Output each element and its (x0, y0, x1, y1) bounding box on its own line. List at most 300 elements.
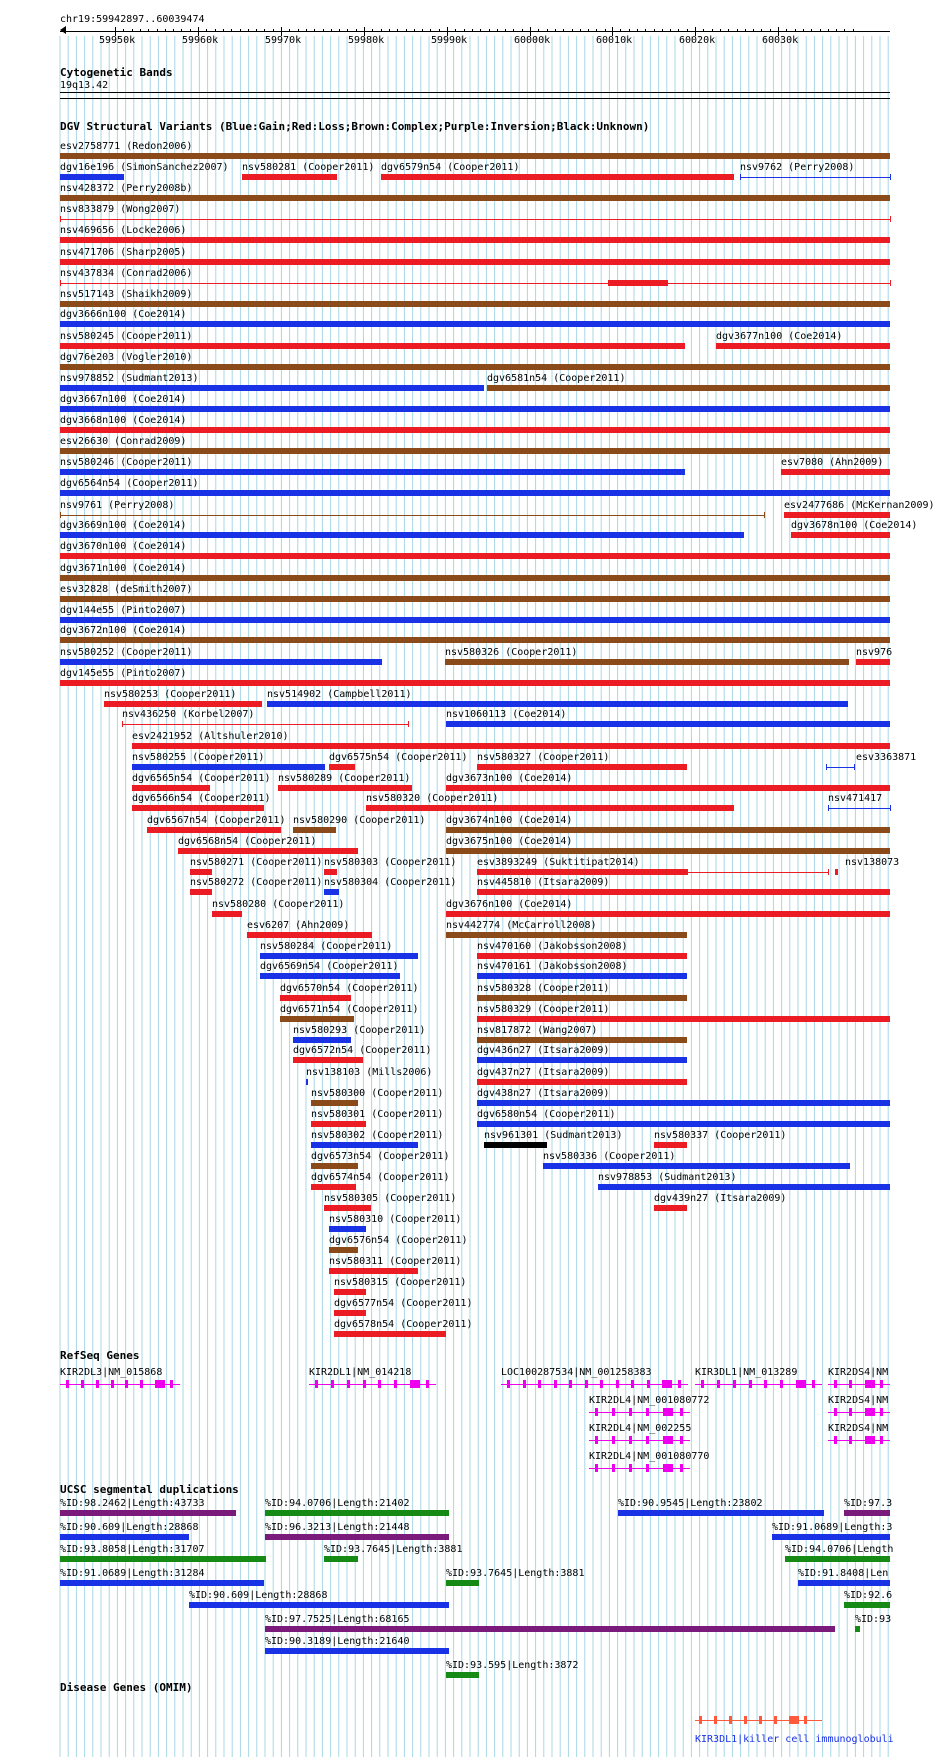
dgv-feature-bar[interactable] (293, 1037, 351, 1043)
dgv-feature-label[interactable]: dgv3671n100 (Coe2014) (60, 563, 187, 574)
ruler-minor-tick (645, 29, 646, 32)
dgv-feature-label[interactable]: nsv580272 (Cooper2011) (190, 877, 323, 888)
dgv-feature-bar[interactable] (446, 932, 687, 938)
dgv-feature-cap (828, 869, 829, 875)
dgv-feature-bar[interactable] (477, 889, 890, 895)
dgv-feature-bar[interactable] (104, 701, 262, 707)
dgv-feature-label[interactable]: esv3363871 (856, 752, 917, 763)
segdup-feature-bar[interactable] (446, 1580, 479, 1586)
dgv-feature-label[interactable]: dgv6581n54 (Cooper2011) (487, 373, 626, 384)
dgv-feature-bar[interactable] (280, 1016, 354, 1022)
dgv-feature-label[interactable]: nsv580326 (Cooper2011) (445, 647, 578, 658)
dgv-feature-bar[interactable] (477, 1057, 687, 1063)
ruler-minor-tick (430, 29, 431, 32)
dgv-feature-bar[interactable] (306, 1079, 308, 1085)
dgv-feature-bar[interactable] (60, 321, 890, 327)
dgv-feature-label[interactable]: dgv144e55 (Pinto2007) (60, 605, 187, 616)
refseq-gene-intron[interactable] (589, 1440, 690, 1441)
dgv-feature-label[interactable]: dgv3670n100 (Coe2014) (60, 541, 187, 552)
dgv-feature-label[interactable]: dgv76e203 (Vogler2010) (60, 352, 193, 363)
dgv-feature-bar[interactable] (60, 617, 890, 623)
segdup-feature-bar[interactable] (60, 1580, 264, 1586)
dgv-feature-bar[interactable] (324, 869, 337, 875)
dgv-feature-label[interactable]: nsv442774 (McCarroll2008) (446, 920, 597, 931)
dgv-feature-label[interactable]: nsv436250 (Korbel2007) (122, 709, 255, 720)
dgv-feature-bar[interactable] (280, 995, 351, 1001)
dgv-feature-label[interactable]: nsv580310 (Cooper2011) (329, 1214, 462, 1225)
dgv-feature-bar[interactable] (60, 195, 890, 201)
dgv-feature-label[interactable]: nsv428372 (Perry2008b) (60, 183, 193, 194)
segdup-feature-bar[interactable] (265, 1626, 835, 1632)
dgv-feature-bar[interactable] (716, 343, 890, 349)
dgv-feature-bar[interactable] (329, 1268, 418, 1274)
dgv-feature-bar[interactable] (826, 767, 854, 768)
dgv-feature-label[interactable]: nsv471706 (Sharp2005) (60, 247, 187, 258)
dgv-feature-bar[interactable] (477, 1121, 890, 1127)
dgv-feature-label[interactable]: nsv517143 (Shaikh2009) (60, 289, 193, 300)
refseq-gene-exon (631, 1380, 634, 1388)
segdup-feature-bar[interactable] (844, 1602, 890, 1608)
dgv-feature-bar[interactable] (60, 575, 890, 581)
dgv-feature-bar[interactable] (260, 953, 418, 959)
omim-track-title[interactable]: Disease Genes (OMIM) (60, 1681, 193, 1694)
dgv-feature-label[interactable]: nsv138073 (845, 857, 900, 868)
dgv-feature-cap (890, 805, 891, 811)
dgv-feature-label[interactable]: nsv580320 (Cooper2011) (366, 793, 499, 804)
dgv-feature-bar[interactable] (60, 364, 890, 370)
dgv-feature-bar[interactable] (835, 869, 838, 875)
dgv-feature-label[interactable]: nsv580252 (Cooper2011) (60, 647, 193, 658)
refseq-gene-exon (834, 1436, 837, 1444)
dgv-feature-bar[interactable] (60, 469, 685, 475)
segdup-feature-bar[interactable] (60, 1556, 266, 1562)
dgv-feature-label[interactable]: nsv580302 (Cooper2011) (311, 1130, 444, 1141)
dgv-feature-label[interactable]: dgv6579n54 (Cooper2011) (381, 162, 520, 173)
ruler-minor-tick (753, 29, 754, 32)
segdup-feature-bar[interactable] (324, 1556, 358, 1562)
dgv-feature-bar[interactable] (60, 427, 890, 433)
dgv-feature-bar[interactable] (242, 174, 337, 180)
dgv-feature-label[interactable]: dgv3667n100 (Coe2014) (60, 394, 187, 405)
dgv-track-title[interactable]: DGV Structural Variants (Blue:Gain;Red:Loss;Brown:Complex;Purple:Inversion;Black:Unknown) (60, 120, 650, 133)
dgv-feature-label[interactable]: dgv16e196 (SimonSanchez2007) (60, 162, 229, 173)
dgv-feature-label[interactable]: dgv439n27 (Itsara2009) (654, 1193, 787, 1204)
dgv-feature-label[interactable]: nsv580281 (Cooper2011) (242, 162, 375, 173)
dgv-feature-bar[interactable] (446, 827, 890, 833)
segdup-feature-label[interactable]: %ID:91.8408|Len (798, 1568, 889, 1579)
dgv-feature-label[interactable]: dgv145e55 (Pinto2007) (60, 668, 187, 679)
refseq-gene-label[interactable]: KIR3DL1|NM_013289 (695, 1367, 798, 1378)
dgv-feature-label[interactable]: nsv961301 (Sudmant2013) (484, 1130, 623, 1141)
refseq-track-title[interactable]: RefSeq Genes (60, 1349, 140, 1362)
dgv-feature-cap (764, 512, 765, 518)
dgv-feature-bar[interactable] (654, 1142, 687, 1148)
dgv-feature-label[interactable]: dgv437n27 (Itsara2009) (477, 1067, 610, 1078)
segdup-feature-label[interactable]: %ID:91.0689|Length:31284 (60, 1568, 205, 1579)
dgv-feature-label[interactable]: nsv976 (856, 647, 893, 658)
dgv-feature-bar[interactable] (477, 1100, 890, 1106)
dgv-feature-label[interactable]: nsv580246 (Cooper2011) (60, 457, 193, 468)
dgv-feature-bar[interactable] (381, 174, 734, 180)
dgv-feature-label[interactable]: nsv580329 (Cooper2011) (477, 1004, 610, 1015)
refseq-gene-label[interactable]: KIR2DS4|NM (828, 1395, 889, 1406)
dgv-feature-label[interactable]: nsv978853 (Sudmant2013) (598, 1172, 737, 1183)
segdup-feature-label[interactable]: %ID:94.0706|Length (785, 1544, 894, 1555)
dgv-feature-bar[interactable] (60, 153, 890, 159)
dgv-feature-label[interactable]: esv2758771 (Redon2006) (60, 141, 193, 152)
dgv-feature-label[interactable]: nsv580336 (Cooper2011) (543, 1151, 676, 1162)
ruler-tick-label: 60010k (596, 35, 633, 46)
dgv-feature-bar[interactable] (487, 385, 890, 391)
dgv-feature-label[interactable]: dgv3674n100 (Coe2014) (446, 815, 573, 826)
dgv-feature-label[interactable]: nsv580315 (Cooper2011) (334, 1277, 467, 1288)
dgv-feature-bar[interactable] (60, 490, 890, 496)
segdup-feature-label[interactable]: %ID:90.609|Length:28868 (60, 1522, 199, 1533)
dgv-feature-bar[interactable] (212, 911, 242, 917)
refseq-gene-intron[interactable] (589, 1468, 690, 1469)
dgv-feature-bar[interactable] (178, 848, 358, 854)
dgv-feature-bar[interactable] (484, 1142, 547, 1148)
dgv-feature-label[interactable]: esv26630 (Conrad2009) (60, 436, 187, 447)
refseq-gene-label[interactable]: KIR2DL3|NM_015868 (60, 1367, 163, 1378)
dgv-feature-bar[interactable] (446, 911, 890, 917)
segdup-feature-label[interactable]: %ID:93.595|Length:3872 (446, 1660, 579, 1671)
dgv-feature-bar[interactable] (311, 1121, 366, 1127)
dgv-feature-label[interactable]: dgv6569n54 (Cooper2011) (260, 961, 399, 972)
dgv-feature-bar[interactable] (293, 1057, 363, 1063)
dgv-feature-bar[interactable] (267, 701, 848, 707)
dgv-feature-bar[interactable] (543, 1163, 850, 1169)
refseq-gene-label[interactable]: LOC100287534|NM_001258383 (501, 1367, 652, 1378)
dgv-feature-cap (828, 805, 829, 811)
ruler-position: chr19:59942897..60039474 (60, 14, 205, 25)
dgv-feature-bar[interactable] (60, 532, 744, 538)
segdup-feature-label[interactable]: %ID:98.2462|Length:43733 (60, 1498, 205, 1509)
dgv-feature-label[interactable]: dgv3668n100 (Coe2014) (60, 415, 187, 426)
dgv-feature-label[interactable]: dgv6571n54 (Cooper2011) (280, 1004, 419, 1015)
refseq-gene-label[interactable]: KIR2DL1|NM_014218 (309, 1367, 412, 1378)
dgv-feature-label[interactable]: esv2477686 (McKernan2009) (784, 500, 935, 511)
dgv-feature-label[interactable]: dgv6572n54 (Cooper2011) (293, 1045, 432, 1056)
dgv-feature-label[interactable]: nsv580303 (Cooper2011) (324, 857, 457, 868)
dgv-feature-bar[interactable] (446, 848, 890, 854)
dgv-feature-label[interactable]: dgv436n27 (Itsara2009) (477, 1045, 610, 1056)
segdup-feature-bar[interactable] (60, 1534, 189, 1540)
segdup-feature-bar[interactable] (618, 1510, 824, 1516)
dgv-feature-bar[interactable] (598, 1184, 890, 1190)
segdup-feature-label[interactable]: %ID:90.609|Length:28868 (189, 1590, 328, 1601)
omim-gene-exon (774, 1716, 777, 1724)
ruler-minor-tick (522, 29, 523, 32)
dgv-feature-bar[interactable] (60, 553, 890, 559)
dgv-feature-label[interactable]: nsv1060113 (Coe2014) (446, 709, 567, 720)
dgv-feature-label[interactable]: dgv3676n100 (Coe2014) (446, 899, 573, 910)
dgv-feature-bar[interactable] (60, 283, 890, 284)
dgv-feature-bar[interactable] (791, 532, 890, 538)
dgv-feature-label[interactable]: nsv470160 (Jakobsson2008) (477, 941, 628, 952)
dgv-feature-bar[interactable] (247, 932, 372, 938)
segdup-feature-label[interactable]: %ID:93.7645|Length:3881 (446, 1568, 585, 1579)
dgv-feature-label[interactable]: nsv437834 (Conrad2006) (60, 268, 193, 279)
dgv-feature-bar[interactable] (122, 724, 408, 725)
dgv-feature-bar[interactable] (329, 1226, 366, 1232)
dgv-feature-bar[interactable] (477, 953, 687, 959)
dgv-feature-label[interactable]: dgv6576n54 (Cooper2011) (329, 1235, 468, 1246)
segdup-feature-label[interactable]: %ID:96.3213|Length:21448 (265, 1522, 410, 1533)
refseq-gene-exon (426, 1380, 429, 1388)
refseq-gene-label[interactable]: KIR2DL4|NM_002255 (589, 1423, 692, 1434)
dgv-feature-bar[interactable] (477, 1037, 687, 1043)
refseq-gene-label[interactable]: KIR2DL4|NM_001080772 (589, 1395, 710, 1406)
ruler-tick-label: 59950k (99, 35, 136, 46)
dgv-feature-bar[interactable] (132, 785, 210, 791)
dgv-feature-bar[interactable] (334, 1289, 366, 1295)
ruler-minor-tick (637, 29, 638, 32)
dgv-feature-bar[interactable] (828, 808, 890, 809)
dgv-feature-label[interactable]: nsv817872 (Wang2007) (477, 1025, 598, 1036)
dgv-feature-bar[interactable] (60, 448, 890, 454)
dgv-feature-label[interactable]: dgv3675n100 (Coe2014) (446, 836, 573, 847)
dgv-feature-bar[interactable] (334, 1331, 446, 1337)
dgv-feature-bar[interactable] (260, 973, 400, 979)
dgv-feature-cap (890, 174, 891, 180)
dgv-feature-label[interactable]: esv7080 (Ahn2009) (781, 457, 884, 468)
refseq-gene-intron[interactable] (501, 1384, 688, 1385)
dgv-feature-bar[interactable] (477, 973, 687, 979)
dgv-feature-label[interactable]: nsv580300 (Cooper2011) (311, 1088, 444, 1099)
refseq-gene-label[interactable]: KIR2DL4|NM_001080770 (589, 1451, 710, 1462)
dgv-feature-bar[interactable] (60, 680, 890, 686)
dgv-feature-label[interactable]: nsv580255 (Cooper2011) (132, 752, 265, 763)
dgv-feature-bar[interactable] (132, 743, 890, 749)
dgv-feature-label[interactable]: nsv580289 (Cooper2011) (278, 773, 411, 784)
dgv-feature-bar[interactable] (366, 805, 734, 811)
dgv-feature-label[interactable]: nsv580337 (Cooper2011) (654, 1130, 787, 1141)
dgv-feature-label[interactable]: esv32828 (deSmith2007) (60, 584, 193, 595)
dgv-feature-label[interactable]: nsv580245 (Cooper2011) (60, 331, 193, 342)
refseq-gene-exon (796, 1380, 806, 1388)
ruler-minor-tick (712, 29, 713, 32)
dgv-feature-bar[interactable] (60, 385, 484, 391)
dgv-feature-label[interactable]: dgv6568n54 (Cooper2011) (178, 836, 317, 847)
refseq-gene-exon (554, 1380, 557, 1388)
ruler-minor-tick (728, 29, 729, 32)
dgv-feature-label[interactable]: dgv6567n54 (Cooper2011) (147, 815, 286, 826)
dgv-feature-bar[interactable] (784, 512, 890, 518)
dgv-feature-bar[interactable] (740, 177, 890, 178)
dgv-feature-label[interactable]: dgv6573n54 (Cooper2011) (311, 1151, 450, 1162)
dgv-feature-bar[interactable] (446, 721, 890, 727)
dgv-feature-bar[interactable] (781, 469, 890, 475)
dgv-feature-label[interactable]: nsv9762 (Perry2008) (740, 162, 855, 173)
dgv-feature-label[interactable]: nsv580311 (Cooper2011) (329, 1256, 462, 1267)
dgv-feature-label[interactable]: esv2421952 (Altshuler2010) (132, 731, 289, 742)
dgv-feature-label[interactable]: nsv580293 (Cooper2011) (293, 1025, 426, 1036)
dgv-feature-label[interactable]: nsv469656 (Locke2006) (60, 225, 187, 236)
dgv-feature-label[interactable]: nsv580305 (Cooper2011) (324, 1193, 457, 1204)
dgv-feature-label[interactable]: nsv9761 (Perry2008) (60, 500, 175, 511)
dgv-feature-label[interactable]: nsv833879 (Wong2007) (60, 204, 181, 215)
dgv-feature-cap (60, 512, 61, 518)
segdup-feature-label[interactable]: %ID:93.8058|Length:31707 (60, 1544, 205, 1555)
dgv-feature-bar[interactable] (60, 237, 890, 243)
dgv-feature-label[interactable]: nsv470161 (Jakobsson2008) (477, 961, 628, 972)
dgv-feature-bar[interactable] (190, 889, 212, 895)
ruler-minor-tick (157, 29, 158, 32)
dgv-feature-bar[interactable] (60, 659, 382, 665)
ruler-minor-tick (720, 29, 721, 32)
dgv-feature-bar[interactable] (446, 785, 890, 791)
dgv-feature-bar[interactable] (477, 764, 687, 770)
ruler-minor-tick (513, 29, 514, 32)
dgv-feature-bar[interactable] (60, 515, 764, 516)
ruler-minor-tick (563, 29, 564, 32)
dgv-feature-label[interactable]: dgv6570n54 (Cooper2011) (280, 983, 419, 994)
dgv-feature-bar[interactable] (60, 343, 685, 349)
ruler-minor-tick (572, 29, 573, 32)
dgv-feature-bar[interactable] (324, 1205, 371, 1211)
dgv-feature-bar[interactable] (311, 1184, 356, 1190)
dgv-feature-label[interactable]: nsv580290 (Cooper2011) (293, 815, 426, 826)
segdup-feature-bar[interactable] (855, 1626, 860, 1632)
dgv-feature-bar[interactable] (324, 889, 339, 895)
dgv-feature-bar[interactable] (477, 1079, 687, 1085)
dgv-feature-label[interactable]: nsv471417 (828, 793, 883, 804)
omim-gene-label[interactable]: KIR3DL1|killer cell immunoglobuli (695, 1734, 894, 1745)
dgv-feature-bar[interactable] (278, 785, 412, 791)
omim-gene-exon (699, 1716, 702, 1724)
dgv-feature-bar[interactable] (147, 827, 281, 833)
segdup-feature-label[interactable]: %ID:93.7645|Length:3881 (324, 1544, 463, 1555)
ruler-minor-tick (505, 29, 506, 32)
refseq-gene-exon (680, 1408, 683, 1416)
dgv-feature-label[interactable]: dgv6575n54 (Cooper2011) (329, 752, 468, 763)
dgv-feature-bar[interactable] (132, 764, 325, 770)
dgv-feature-bar[interactable] (311, 1163, 358, 1169)
dgv-feature-label[interactable]: nsv580280 (Cooper2011) (212, 899, 345, 910)
segdup-feature-label[interactable]: %ID:91.0689|Length:3 (772, 1522, 893, 1533)
dgv-feature-bar[interactable] (60, 637, 890, 643)
dgv-feature-bar[interactable] (60, 219, 890, 220)
dgv-feature-label[interactable]: nsv445810 (Itsara2009) (477, 877, 610, 888)
dgv-feature-label[interactable]: nsv580304 (Cooper2011) (324, 877, 457, 888)
segdup-feature-label[interactable]: %ID:97.3 (844, 1498, 893, 1509)
dgv-feature-label[interactable]: dgv3678n100 (Coe2014) (791, 520, 918, 531)
segdup-feature-bar[interactable] (446, 1672, 479, 1678)
omim-gene-exon (804, 1716, 807, 1724)
refseq-gene-exon (663, 1464, 673, 1472)
segdup-feature-label[interactable]: %ID:90.3189|Length:21640 (265, 1636, 410, 1647)
segdup-feature-bar[interactable] (785, 1556, 890, 1562)
dgv-feature-label[interactable]: dgv3672n100 (Coe2014) (60, 625, 187, 636)
refseq-gene-intron[interactable] (589, 1412, 690, 1413)
dgv-feature-label[interactable]: nsv580253 (Cooper2011) (104, 689, 237, 700)
dgv-feature-label[interactable]: nsv514902 (Campbell2011) (267, 689, 412, 700)
dgv-feature-label[interactable]: dgv6565n54 (Cooper2011) (132, 773, 271, 784)
dgv-feature-bar[interactable] (293, 827, 336, 833)
dgv-feature-bar[interactable] (856, 659, 890, 665)
dgv-feature-bar[interactable] (608, 280, 668, 286)
dgv-feature-bar[interactable] (60, 301, 890, 307)
dgv-feature-bar[interactable] (190, 869, 212, 875)
segdup-feature-label[interactable]: %ID:93 (855, 1614, 892, 1625)
dgv-feature-label[interactable]: dgv6564n54 (Cooper2011) (60, 478, 199, 489)
segdup-feature-bar[interactable] (265, 1534, 449, 1540)
dgv-feature-label[interactable]: esv3893249 (Suktitipat2014) (477, 857, 640, 868)
dgv-feature-bar[interactable] (329, 764, 355, 770)
segdup-feature-bar[interactable] (798, 1580, 890, 1586)
dgv-feature-label[interactable]: dgv6577n54 (Cooper2011) (334, 1298, 473, 1309)
dgv-feature-label[interactable]: nsv138103 (Mills2006) (306, 1067, 433, 1078)
dgv-feature-label[interactable]: esv6207 (Ahn2009) (247, 920, 350, 931)
dgv-feature-label[interactable]: nsv580271 (Cooper2011) (190, 857, 323, 868)
refseq-gene-exon (81, 1380, 84, 1388)
cytoband-track-title[interactable]: Cytogenetic Bands (60, 66, 173, 79)
dgv-feature-bar[interactable] (60, 596, 890, 602)
dgv-feature-label[interactable]: dgv6566n54 (Cooper2011) (132, 793, 271, 804)
dgv-feature-label[interactable]: dgv3673n100 (Coe2014) (446, 773, 573, 784)
segdup-feature-label[interactable]: %ID:94.0706|Length:21402 (265, 1498, 410, 1509)
dgv-feature-bar[interactable] (60, 259, 890, 265)
segdup-feature-bar[interactable] (772, 1534, 890, 1540)
dgv-feature-label[interactable]: dgv6574n54 (Cooper2011) (311, 1172, 450, 1183)
dgv-feature-label[interactable]: nsv580328 (Cooper2011) (477, 983, 610, 994)
dgv-feature-label[interactable]: dgv6578n54 (Cooper2011) (334, 1319, 473, 1330)
dgv-feature-bar[interactable] (60, 174, 124, 180)
refseq-gene-label[interactable]: KIR2DS4|NM (828, 1423, 889, 1434)
dgv-feature-label[interactable]: dgv3677n100 (Coe2014) (716, 331, 843, 342)
dgv-feature-label[interactable]: dgv438n27 (Itsara2009) (477, 1088, 610, 1099)
refseq-gene-exon (880, 1408, 883, 1416)
segdup-feature-bar[interactable] (60, 1510, 236, 1516)
dgv-feature-label[interactable]: dgv3669n100 (Coe2014) (60, 520, 187, 531)
dgv-feature-bar[interactable] (60, 406, 890, 412)
segdup-feature-bar[interactable] (189, 1602, 449, 1608)
refseq-gene-exon (733, 1380, 736, 1388)
ruler-tick-label: 60000k (514, 35, 551, 46)
dgv-feature-bar[interactable] (654, 1205, 687, 1211)
dgv-feature-label[interactable]: dgv6580n54 (Cooper2011) (477, 1109, 616, 1120)
dgv-feature-bar[interactable] (132, 805, 264, 811)
dgv-feature-bar[interactable] (687, 872, 828, 873)
dgv-feature-label[interactable]: dgv3666n100 (Coe2014) (60, 309, 187, 320)
dgv-feature-bar[interactable] (477, 995, 687, 1001)
segdup-feature-bar[interactable] (265, 1510, 449, 1516)
refseq-gene-label[interactable]: KIR2DS4|NM (828, 1367, 889, 1378)
dgv-feature-label[interactable]: nsv580327 (Cooper2011) (477, 752, 610, 763)
ruler-minor-tick (240, 29, 241, 32)
dgv-feature-bar[interactable] (329, 1247, 358, 1253)
segdup-track-title[interactable]: UCSC segmental duplications (60, 1483, 239, 1496)
dgv-feature-bar[interactable] (334, 1310, 366, 1316)
dgv-feature-bar[interactable] (477, 869, 687, 875)
dgv-feature-bar[interactable] (311, 1100, 358, 1106)
dgv-feature-bar[interactable] (445, 659, 849, 665)
dgv-feature-label[interactable]: nsv580301 (Cooper2011) (311, 1109, 444, 1120)
segdup-feature-bar[interactable] (265, 1648, 449, 1654)
segdup-feature-label[interactable]: %ID:97.7525|Length:68165 (265, 1614, 410, 1625)
segdup-feature-bar[interactable] (844, 1510, 890, 1516)
ruler-minor-tick (256, 29, 257, 32)
dgv-feature-label[interactable]: nsv580284 (Cooper2011) (260, 941, 393, 952)
dgv-feature-bar[interactable] (477, 1016, 890, 1022)
segdup-feature-label[interactable]: %ID:92.6 (844, 1590, 893, 1601)
ruler-minor-tick (803, 29, 804, 32)
dgv-feature-bar[interactable] (311, 1142, 418, 1148)
segdup-feature-label[interactable]: %ID:90.9545|Length:23802 (618, 1498, 763, 1509)
dgv-feature-label[interactable]: nsv978852 (Sudmant2013) (60, 373, 199, 384)
refseq-gene-exon (585, 1380, 588, 1388)
